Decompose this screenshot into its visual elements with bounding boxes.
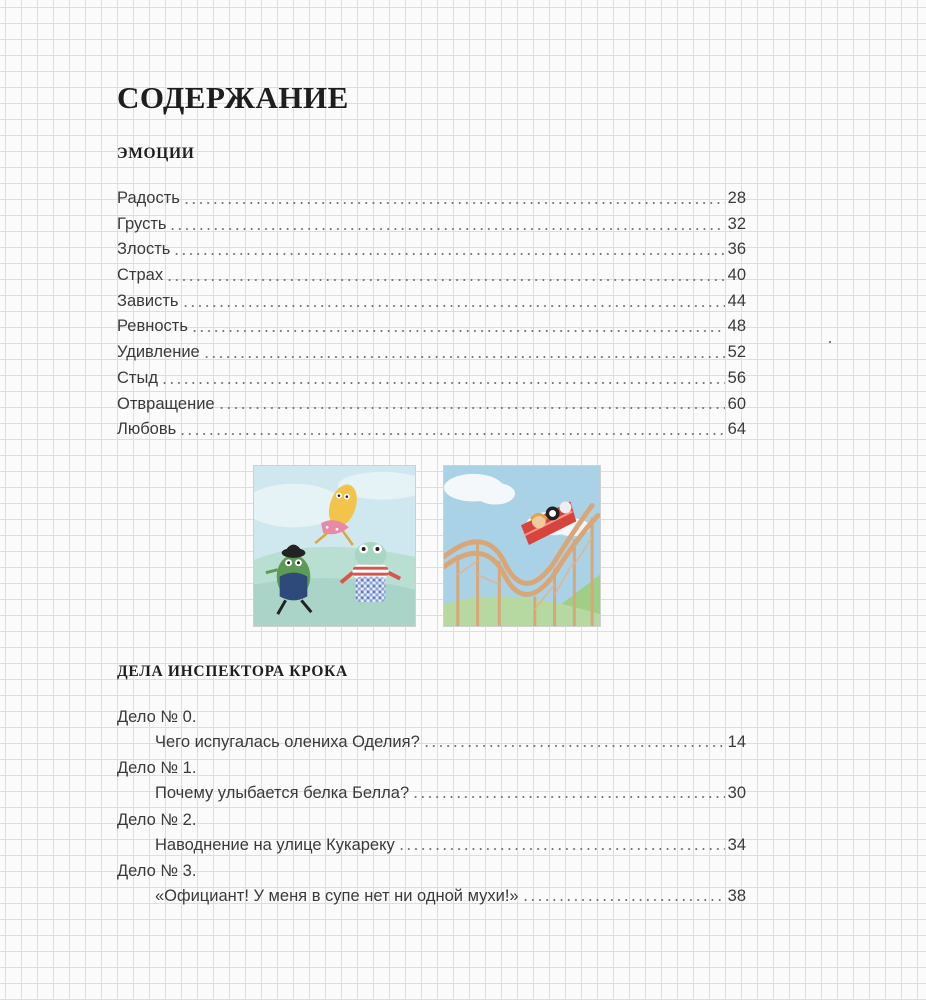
dot-leader	[398, 848, 725, 850]
emotions-toc	[117, 186, 746, 443]
toc-entry-love[interactable]	[117, 417, 746, 443]
toc-entry-label: Грусть	[117, 214, 167, 233]
toc-entry-label: Страх	[117, 266, 164, 285]
toc-entry-sadness[interactable]	[117, 212, 746, 238]
toc-entry-label: Злость	[117, 240, 171, 259]
toc-entry-label: Радость	[117, 189, 180, 207]
case-page: 34	[727, 835, 746, 854]
toc-entry-page: 52	[727, 343, 746, 362]
toc-entry-label: Отвращение	[117, 394, 215, 413]
case-page: 14	[727, 733, 746, 751]
paper-speck	[829, 341, 831, 343]
toc-entry-page: 40	[727, 266, 746, 285]
section-title-cases: ДЕЛА ИНСПЕКТОРА КРОКА	[117, 663, 348, 680]
toc-entry-page: 48	[727, 317, 746, 336]
case-title-row	[117, 832, 746, 858]
page-title: СОДЕРЖАНИЕ	[117, 80, 349, 115]
dot-leader	[191, 330, 725, 332]
case-entry-3[interactable]	[117, 859, 746, 910]
toc-entry-surprise[interactable]	[117, 340, 746, 366]
case-page: 38	[727, 886, 746, 905]
case-title: Чего испугалась олениха Оделия?	[155, 733, 420, 751]
case-number: Дело № 0.	[117, 708, 197, 726]
case-number: Дело № 3.	[117, 861, 197, 880]
cases-toc	[117, 705, 746, 910]
dot-leader	[412, 796, 725, 798]
toc-entry-label: Стыд	[117, 368, 158, 387]
dot-leader	[218, 407, 725, 409]
dot-leader	[169, 228, 724, 230]
toc-entry-page: 32	[727, 214, 746, 233]
toc-entry-label: Любовь	[117, 420, 177, 439]
toc-entry-jealousy[interactable]	[117, 314, 746, 340]
case-entry-1[interactable]	[117, 756, 746, 807]
case-number: Дело № 2.	[117, 810, 197, 829]
case-page: 30	[727, 784, 746, 803]
dancing-characters-illustration	[253, 465, 416, 627]
toc-entry-label: Удивление	[117, 343, 200, 362]
dot-leader	[173, 253, 724, 255]
roller-coaster-illustration	[443, 465, 601, 627]
case-entry-2[interactable]	[117, 808, 746, 859]
toc-entry-label: Ревность	[117, 317, 188, 336]
toc-entry-shame[interactable]	[117, 366, 746, 392]
toc-entry-envy[interactable]	[117, 289, 746, 315]
toc-entry-anger[interactable]	[117, 237, 746, 263]
dot-leader	[183, 202, 725, 204]
case-number: Дело № 1.	[117, 759, 197, 778]
toc-entry-page: 28	[727, 189, 746, 207]
dot-leader	[179, 433, 724, 435]
dot-leader	[182, 305, 725, 307]
case-title-row	[117, 780, 746, 806]
case-title: Наводнение на улице Кукареку	[155, 835, 395, 854]
dot-leader	[423, 745, 725, 747]
dot-leader	[203, 356, 725, 358]
toc-entry-page: 36	[727, 240, 746, 259]
section-title-emotions: ЭМОЦИИ	[117, 145, 195, 162]
toc-entry-page: 44	[727, 291, 746, 310]
dot-leader	[522, 899, 725, 901]
case-title: Почему улыбается белка Белла?	[155, 784, 410, 803]
toc-entry-label: Зависть	[117, 291, 179, 310]
toc-entry-page: 56	[727, 368, 746, 387]
case-title-row	[117, 883, 746, 909]
case-entry-0[interactable]	[117, 705, 746, 756]
case-title-row	[117, 729, 746, 755]
dot-leader	[161, 382, 725, 384]
toc-entry-page: 60	[727, 394, 746, 413]
case-title: «Официант! У меня в супе нет ни одной мухи!»	[155, 886, 519, 905]
toc-entry-joy[interactable]	[117, 186, 746, 212]
dot-leader	[166, 279, 725, 281]
toc-entry-fear[interactable]	[117, 263, 746, 289]
toc-entry-disgust[interactable]	[117, 392, 746, 418]
toc-entry-page: 64	[727, 420, 746, 439]
